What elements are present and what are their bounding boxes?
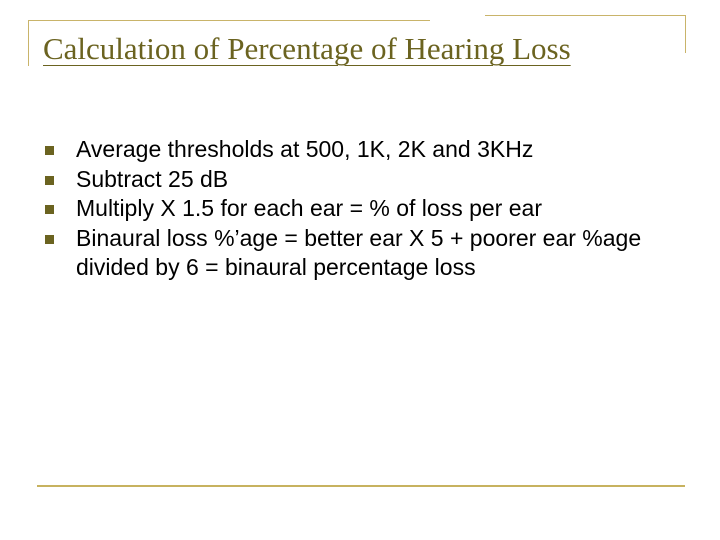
bullet-text: Average thresholds at 500, 1K, 2K and 3KHz <box>76 136 534 162</box>
frame-bottom-line <box>37 485 685 487</box>
bullet-item <box>45 194 685 224</box>
frame-top-right-line <box>485 15 685 16</box>
square-bullet-icon <box>45 235 54 244</box>
bullet-text: Binaural loss %’age = better ear X 5 + poorer ear %age divided by 6 = binaural percentage loss <box>76 224 642 280</box>
slide-title: Calculation of Percentage of Hearing Loss <box>43 31 571 66</box>
bullet-item <box>45 135 685 165</box>
bullet-text: Multiply X 1.5 for each ear = % of loss per ear <box>76 195 542 221</box>
bullet-list <box>45 135 685 283</box>
square-bullet-icon <box>45 176 54 185</box>
bullet-text: Subtract 25 dB <box>76 165 229 192</box>
bullet-item <box>45 165 685 195</box>
frame-left-line <box>28 20 29 66</box>
bullet-item <box>45 224 685 283</box>
square-bullet-icon <box>45 205 54 214</box>
frame-top-left-line <box>28 20 430 21</box>
frame-right-line <box>685 15 686 53</box>
square-bullet-icon <box>45 146 54 155</box>
